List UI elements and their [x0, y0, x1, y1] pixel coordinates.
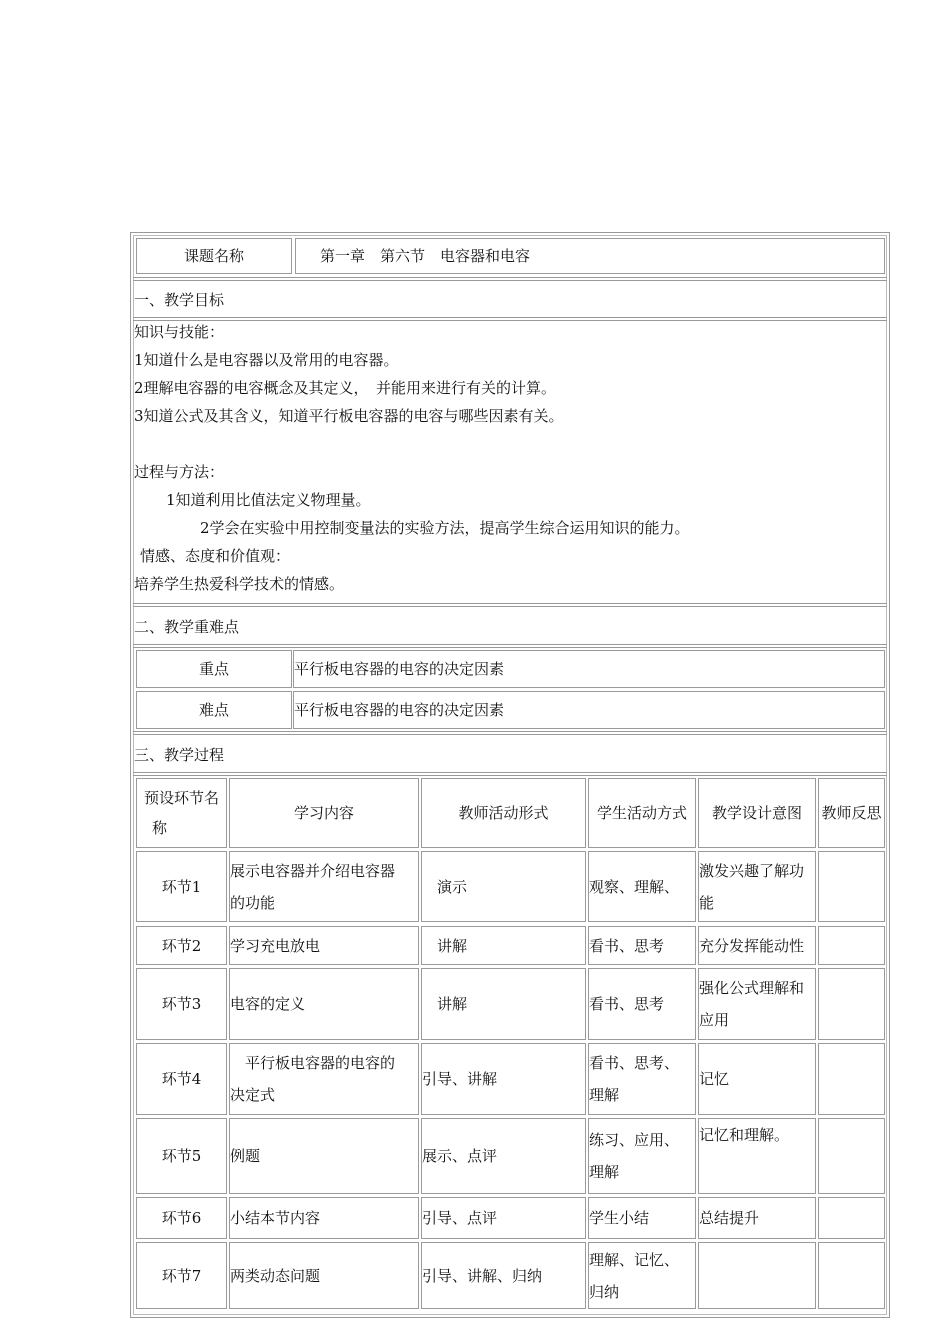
cell-text: 应用 [699, 1011, 730, 1029]
divider [133, 277, 887, 281]
content-cell [229, 1043, 419, 1115]
cell-text: 记忆 [699, 1070, 730, 1088]
design-intent-cell [698, 926, 816, 965]
difficulty-label-cell [136, 691, 292, 729]
cell-text: 讲解 [422, 936, 468, 955]
cell-text: 环节7 [161, 1266, 202, 1285]
emotion-heading: 情感、态度和价值观： [140, 547, 291, 565]
cell-text: 小结本节内容 [230, 1209, 321, 1227]
student-activity-cell [588, 1043, 696, 1115]
difficulty-value: 平行板电容器的电容的决定因素 [294, 701, 505, 719]
reflection-cell [818, 1197, 885, 1239]
keypoint-label: 重点 [198, 660, 229, 678]
col-header-label: 教师活动形式 [458, 804, 549, 822]
cell-text: 引导、讲解 [422, 1070, 498, 1088]
process-item: 2学会在实验中用控制变量法的实验方法，提高学生综合运用知识的能力。 [200, 519, 690, 537]
content-cell [229, 1197, 419, 1239]
reflection-cell [818, 968, 885, 1040]
cell-text: 电容的定义 [230, 995, 306, 1013]
student-activity-cell [588, 1197, 696, 1239]
cell-text: 引导、点评 [422, 1209, 498, 1227]
keypoint-value: 平行板电容器的电容的决定因素 [294, 660, 505, 678]
cell-text: 环节5 [161, 1147, 202, 1165]
knowledge-item: 3知道公式及其含义，知道平行板电容器的电容与哪些因素有关。 [134, 407, 564, 425]
teacher-activity-cell [421, 1118, 586, 1194]
stage-cell [136, 926, 227, 965]
cell-text: 引导、讲解、归纳 [422, 1266, 543, 1285]
stage-cell [136, 1043, 227, 1115]
col-header-teacher [421, 778, 586, 848]
section-heading-process: 三、教学过程 [134, 746, 225, 764]
cell-text: 理解、记忆、 [589, 1250, 680, 1269]
cell-text: 环节2 [161, 936, 202, 955]
knowledge-item: 2理解电容器的电容概念及其定义， 并能用来进行有关的计算。 [134, 379, 557, 397]
cell-text: 强化公式理解和 [699, 979, 805, 997]
stage-cell [136, 851, 227, 922]
keypoint-value-cell [293, 650, 885, 688]
design-intent-cell [698, 968, 816, 1040]
process-item: 1知道利用比值法定义物理量。 [166, 491, 371, 509]
content-cell [229, 851, 419, 922]
col-header-stage-line: 预设环节名 [143, 789, 219, 807]
title-value: 第一章 第六节 电容器和电容 [320, 247, 531, 265]
cell-text: 观察、理解、 [589, 877, 680, 896]
teacher-activity-cell [421, 1043, 586, 1115]
design-intent-cell [698, 1043, 816, 1115]
knowledge-item: 1知道什么是电容器以及常用的电容器。 [134, 351, 399, 369]
col-header-label: 教学设计意图 [711, 804, 802, 822]
student-activity-cell [588, 851, 696, 922]
teacher-activity-cell [421, 926, 586, 965]
cell-text: 环节3 [161, 995, 202, 1013]
section-heading-keypoints: 二、教学重难点 [134, 618, 240, 636]
cell-text: 归纳 [589, 1282, 620, 1301]
stage-cell [136, 968, 227, 1040]
cell-text: 能 [699, 893, 715, 912]
knowledge-heading: 知识与技能： [134, 323, 225, 341]
col-header-reflect [818, 778, 885, 848]
col-header-intent [698, 778, 816, 848]
content-cell [229, 1242, 419, 1309]
divider [133, 772, 887, 776]
keypoint-label-cell [136, 650, 292, 688]
col-header-content [229, 778, 419, 848]
col-header-student [588, 778, 696, 848]
cell-text: 平行板电容器的电容的 [230, 1054, 396, 1072]
cell-text: 理解 [589, 1163, 620, 1181]
content-cell [229, 968, 419, 1040]
cell-text: 记忆和理解。 [699, 1126, 790, 1144]
reflection-cell [818, 926, 885, 965]
title-label: 课题名称 [183, 247, 244, 265]
cell-text: 例题 [230, 1147, 261, 1165]
stage-cell [136, 1118, 227, 1194]
title-label-cell [136, 238, 292, 274]
cell-text: 决定式 [230, 1086, 276, 1104]
cell-text: 充分发挥能动性 [699, 936, 805, 955]
difficulty-label: 难点 [198, 701, 229, 719]
col-header-stage [136, 778, 227, 848]
design-intent-cell [698, 1118, 816, 1194]
reflection-cell [818, 851, 885, 922]
cell-text: 总结提升 [699, 1209, 760, 1227]
student-activity-cell [588, 1118, 696, 1194]
cell-text: 理解 [589, 1086, 620, 1104]
cell-text: 讲解 [422, 995, 468, 1013]
content-cell [229, 926, 419, 965]
reflection-cell [818, 1043, 885, 1115]
design-intent-cell [698, 1197, 816, 1239]
cell-text: 学习充电放电 [230, 936, 321, 955]
student-activity-cell [588, 1242, 696, 1309]
section-heading-goals: 一、教学目标 [134, 291, 225, 309]
cell-text: 展示电容器并介绍电容器 [230, 861, 396, 880]
divider [133, 731, 887, 735]
cell-text: 看书、思考 [589, 936, 665, 955]
content-cell [229, 1118, 419, 1194]
stage-cell [136, 1242, 227, 1309]
teacher-activity-cell [421, 851, 586, 922]
teacher-activity-cell [421, 1197, 586, 1239]
design-intent-cell [698, 1242, 816, 1309]
cell-text: 激发兴趣了解功 [699, 861, 805, 880]
col-header-label: 学生活动方式 [596, 804, 687, 822]
cell-text: 环节1 [161, 877, 202, 896]
reflection-cell [818, 1118, 885, 1194]
cell-text: 看书、思考 [589, 995, 665, 1013]
cell-text: 练习、应用、 [589, 1131, 680, 1149]
cell-text: 演示 [422, 877, 468, 896]
student-activity-cell [588, 926, 696, 965]
design-intent-cell [698, 851, 816, 922]
cell-text: 学生小结 [589, 1209, 650, 1227]
cell-text: 环节6 [161, 1209, 202, 1227]
col-header-label: 学习内容 [293, 804, 354, 822]
teacher-activity-cell [421, 968, 586, 1040]
cell-text: 的功能 [230, 893, 276, 912]
divider [133, 317, 887, 321]
process-heading: 过程与方法： [134, 463, 225, 481]
col-header-label: 教师反思 [821, 804, 882, 822]
col-header-stage-line: 称 [151, 819, 167, 837]
cell-text: 两类动态问题 [230, 1266, 321, 1285]
divider [133, 644, 887, 648]
title-value-cell [295, 238, 885, 274]
reflection-cell [818, 1242, 885, 1309]
student-activity-cell [588, 968, 696, 1040]
cell-text: 展示、点评 [422, 1147, 498, 1165]
emotion-text: 培养学生热爱科学技术的情感。 [134, 575, 345, 593]
divider [133, 603, 887, 607]
teacher-activity-cell [421, 1242, 586, 1309]
stage-cell [136, 1197, 227, 1239]
cell-text: 看书、思考、 [589, 1054, 680, 1072]
cell-text: 环节4 [161, 1070, 202, 1088]
difficulty-value-cell [293, 691, 885, 729]
